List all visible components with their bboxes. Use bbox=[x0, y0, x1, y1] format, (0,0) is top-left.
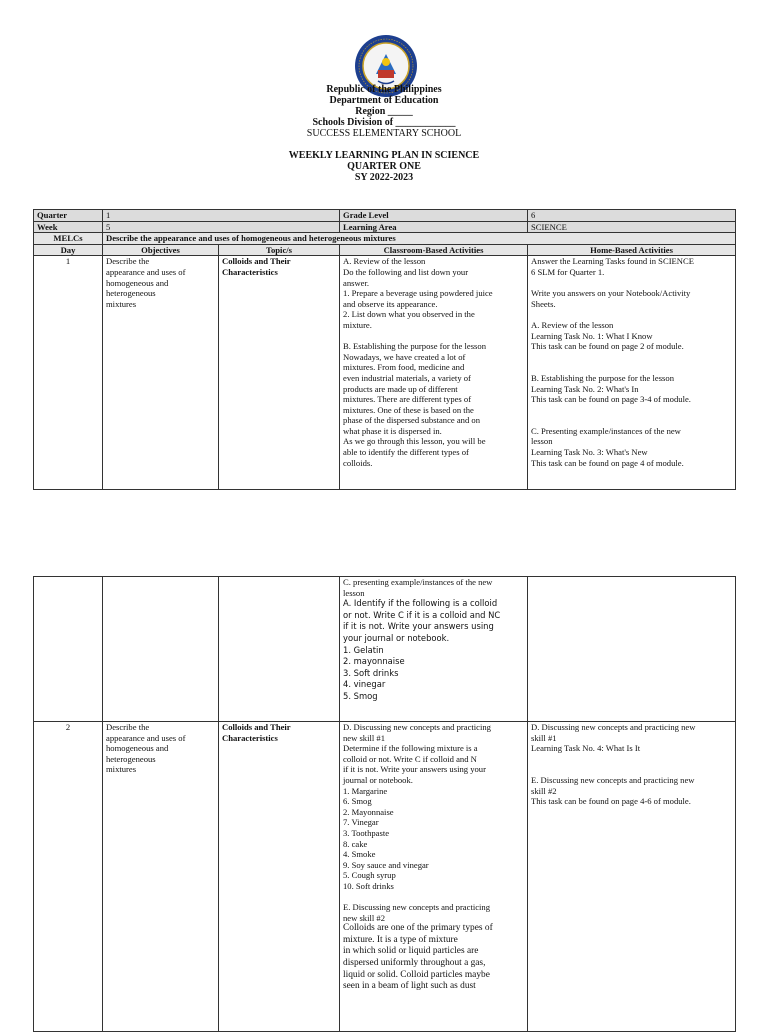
objectives-cell: Describe the appearance and uses of homogeneous and heterogeneous mixtures bbox=[103, 256, 219, 490]
info-row-melcs bbox=[34, 233, 736, 245]
topic-cell-empty bbox=[219, 577, 340, 722]
col-header-day: Day bbox=[34, 244, 103, 256]
col-header-classroom: Classroom-Based Activities bbox=[340, 244, 528, 256]
weekly-plan-table bbox=[33, 209, 736, 490]
column-header-row bbox=[34, 244, 736, 256]
objectives-cell: Describe the appearance and uses of homogeneous and heterogeneous mixtures bbox=[103, 722, 219, 1032]
day-cell: 2 bbox=[34, 722, 103, 1032]
header-line-school: SUCCESS ELEMENTARY SCHOOL bbox=[306, 128, 462, 139]
week-value: 5 bbox=[103, 221, 340, 233]
table-row-day-2 bbox=[34, 722, 736, 1032]
learning-area-label: Learning Area bbox=[340, 221, 528, 233]
melcs-value: Describe the appearance and uses of homogeneous and heterogeneous mixtures bbox=[103, 233, 736, 245]
home-activities-cell: Answer the Learning Tasks found in SCIENCE 6 SLM for Quarter 1. Write you answers on your Notebook/Activity Sheets. A. Review of the lesson Learning Task No. 1: What I Know This task can be found on page 2 of module. B. Establishing the purpose for the lesson Learning Task No. 2: What's In This task can be found on page 3-4 of module. C. Presenting example/instances of the new lesson Learning Task No. 3: What's New This task can be found on page 4 of module. bbox=[528, 256, 736, 490]
plan-school-year: SY 2022-2023 bbox=[354, 172, 414, 183]
col-header-home: Home-Based Activities bbox=[528, 244, 736, 256]
topic-cell: Colloids and Their Characteristics bbox=[219, 256, 340, 490]
grade-level-label: Grade Level bbox=[340, 210, 528, 222]
continuation-heading: C. presenting example/instances of the new lesson bbox=[343, 577, 493, 598]
classroom-activities-cell: A. Review of the lesson Do the following and list down your answer. 1. Prepare a beverage using powdered juice and observe its appearance. 2. List down what you observed in the mixture. B. Establishing the purpose for the lesson Nowadays, we have created a lot of mixtures. From food, medicine and even industrial materials, a variety of products are made up of different mixtures. There are different types of mixtures. One of these is based on the phase of the dispersed substance and on what phase it is dispersed in. As we go through this lesson, you will be able to identify the different types of colloids. bbox=[340, 256, 528, 490]
info-row-quarter bbox=[34, 210, 736, 222]
home-activities-cell: D. Discussing new concepts and practicing new skill #1 Learning Task No. 4: What Is It E. Discussing new concepts and practicing new skill #2 This task can be found on page 4-6 of module. bbox=[528, 722, 736, 1032]
col-header-topics: Topic/s bbox=[219, 244, 340, 256]
table-row-continuation bbox=[34, 577, 736, 722]
topic-cell: Colloids and Their Characteristics bbox=[219, 722, 340, 1032]
header-line-division: Schools Division of ____________ bbox=[312, 117, 456, 128]
home-activities-cell-empty bbox=[528, 577, 736, 722]
header-line-region: Region _____ bbox=[355, 106, 413, 117]
plan-title: WEEKLY LEARNING PLAN IN SCIENCE bbox=[288, 150, 480, 161]
document-header bbox=[0, 84, 768, 183]
col-header-objectives: Objectives bbox=[103, 244, 219, 256]
classroom-activities-cell bbox=[340, 577, 528, 722]
colloid-quiz-text: A. Identify if the following is a colloid or not. Write C if it is a colloid and NC if it is not. Write your answers using your journal or notebook. 1. Gelatin 2. mayonnaise 3. Soft drinks 4. vinegar 5. Smog bbox=[343, 598, 501, 701]
weekly-plan-table-continued bbox=[33, 576, 736, 1032]
quarter-label: Quarter bbox=[34, 210, 103, 222]
day-cell: 1 bbox=[34, 256, 103, 490]
header-line-republic: Republic of the Philippines bbox=[326, 84, 442, 95]
grade-level-value: 6 bbox=[528, 210, 736, 222]
table-row-day-1 bbox=[34, 256, 736, 490]
classroom-activities-cell bbox=[340, 722, 528, 1032]
day-cell-empty bbox=[34, 577, 103, 722]
week-label: Week bbox=[34, 221, 103, 233]
melcs-label: MELCs bbox=[34, 233, 103, 245]
discussion-activities-text: D. Discussing new concepts and practicing new skill #1 Determine if the following mixture is a colloid or not. Write C if colloid and N if it is not. Write your answers using your journal or notebook. 1. Margarine 6. Smog 2. Mayonnaise 7. Vinegar 3. Toothpaste 8. cake 4. Smoke 9. Soy sauce and vinegar 5. Cough syrup 10. Soft drinks E. Discussing new concepts and practicing new skill #2 bbox=[343, 722, 491, 923]
quarter-value: 1 bbox=[103, 210, 340, 222]
learning-area-value: SCIENCE bbox=[528, 221, 736, 233]
plan-quarter: QUARTER ONE bbox=[347, 161, 421, 172]
colloid-explanation-text: Colloids are one of the primary types of mixture. It is a type of mixture in which solid or liquid particles are dispersed uniformly throughout a gas, liquid or solid. Colloid particles maybe seen in a beam of light such as dust bbox=[343, 923, 493, 992]
objectives-cell-empty bbox=[103, 577, 219, 722]
header-line-department: Department of Education bbox=[329, 95, 439, 106]
info-row-week bbox=[34, 221, 736, 233]
